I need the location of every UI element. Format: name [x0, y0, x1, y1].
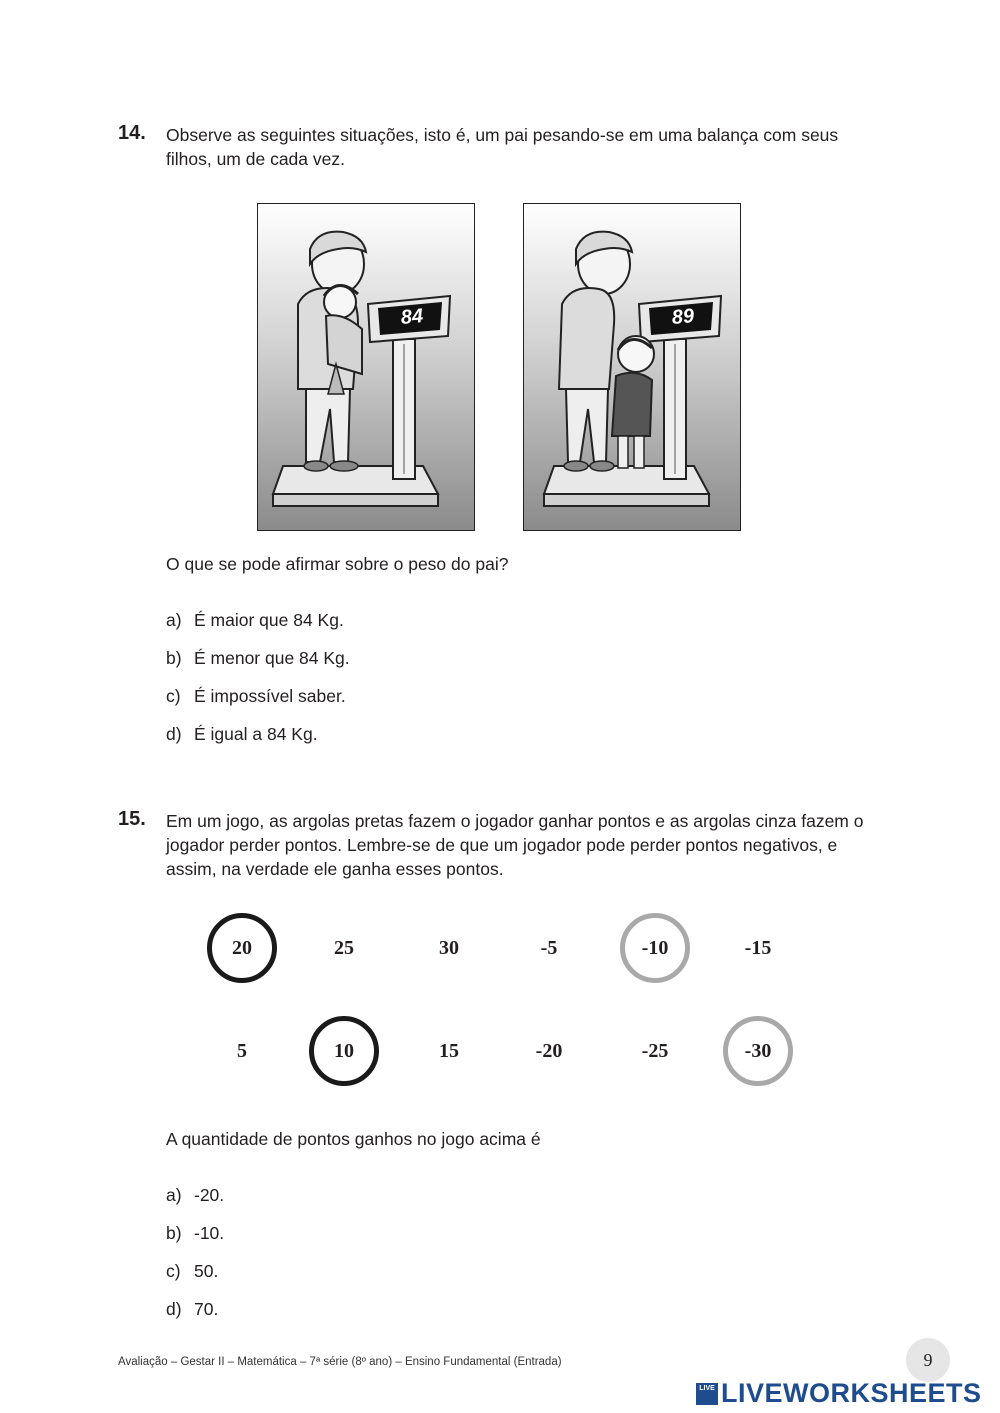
liveworksheets-logo — [696, 1378, 982, 1409]
option-text: 70. — [194, 1299, 219, 1319]
page-number: 9 — [906, 1338, 950, 1382]
scale-display-left: 84 — [399, 305, 424, 329]
question-14-option-a[interactable] — [166, 610, 344, 631]
liveworksheets-brand-text: LIVEWORKSHEETS — [721, 1378, 982, 1408]
option-text: -20. — [194, 1185, 225, 1205]
ring-value: -15 — [744, 936, 772, 959]
question-15-option-d[interactable] — [166, 1299, 218, 1320]
illustration-father-with-child-standing — [523, 203, 741, 531]
option-letter: b) — [166, 648, 182, 668]
ring-value: -25 — [641, 1039, 669, 1062]
option-text: É impossível saber. — [194, 686, 346, 706]
option-letter: d) — [166, 724, 182, 744]
question-14-option-c[interactable] — [166, 686, 346, 707]
liveworksheets-badge-icon: LIVE — [696, 1383, 718, 1405]
option-text: É menor que 84 Kg. — [194, 648, 350, 668]
question-14-prompt: O que se pode afirmar sobre o peso do pai? — [166, 554, 509, 574]
option-letter: c) — [166, 1261, 181, 1281]
illustration-father-holding-child — [257, 203, 475, 531]
question-15-option-c[interactable] — [166, 1261, 218, 1282]
option-letter: d) — [166, 1299, 182, 1319]
question-15-option-a[interactable] — [166, 1185, 224, 1206]
question-15-option-b[interactable] — [166, 1223, 224, 1244]
question-14-option-b[interactable] — [166, 648, 350, 669]
question-15-text: Em um jogo, as argolas pretas fazem o jogador ganhar pontos e as argolas cinza fazem o jogador perder pontos. Lembre-se de que um jogador pode perder pontos negativos, e assim, na verdade ele ganha esses pontos. — [166, 811, 864, 879]
option-text: É igual a 84 Kg. — [194, 724, 318, 744]
ring-value: 15 — [439, 1039, 459, 1062]
ring-black: 10 — [309, 1016, 379, 1086]
option-text: É maior que 84 Kg. — [194, 610, 344, 630]
footer-text: Avaliação – Gestar II – Matemática – 7ª série (8º ano) – Ensino Fundamental (Entrada) — [118, 1356, 562, 1368]
ring-gray: -30 — [723, 1016, 793, 1086]
option-letter: a) — [166, 1185, 182, 1205]
ring-value: -20 — [535, 1039, 563, 1062]
rings-row-1 — [190, 913, 810, 993]
ring-value: -5 — [540, 936, 558, 959]
option-letter: c) — [166, 686, 181, 706]
question-15-number: 15. — [118, 808, 146, 830]
question-14-option-d[interactable] — [166, 724, 318, 745]
ring-gray: -10 — [620, 913, 690, 983]
question-14-number: 14. — [118, 122, 146, 144]
option-letter: a) — [166, 610, 182, 630]
ring-value: 30 — [439, 936, 459, 959]
ring-value: 5 — [237, 1039, 247, 1062]
ring-black: 20 — [207, 913, 277, 983]
scale-display-right: 89 — [670, 305, 695, 329]
question-14-text: Observe as seguintes situações, isto é, um pai pesando-se em uma balança com seus filhos, um de cada vez. — [166, 125, 839, 169]
rings-row-2 — [190, 1016, 810, 1096]
ring-value: 25 — [334, 936, 354, 959]
option-text: 50. — [194, 1261, 219, 1281]
question-15-prompt: A quantidade de pontos ganhos no jogo acima é — [166, 1129, 541, 1149]
option-letter: b) — [166, 1223, 182, 1243]
option-text: -10. — [194, 1223, 225, 1243]
